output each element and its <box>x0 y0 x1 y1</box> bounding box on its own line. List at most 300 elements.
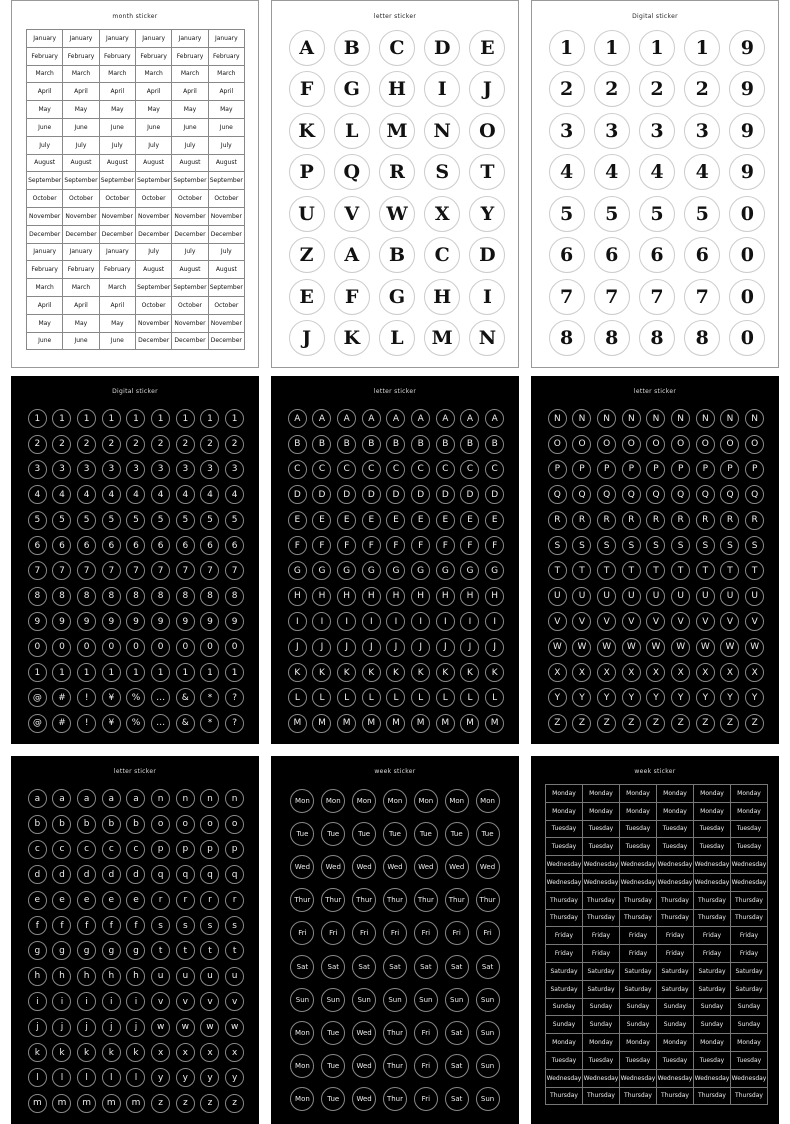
sticker-circle: M <box>485 714 504 733</box>
sticker-circle: 6 <box>549 237 585 273</box>
sticker-circle: Mon <box>383 789 407 813</box>
sticker-circle: J <box>411 638 430 657</box>
sticker-circle: a <box>52 789 71 808</box>
sticker-circle: Z <box>572 714 591 733</box>
table-cell: October <box>63 190 99 208</box>
table-cell: Sunday <box>620 999 657 1017</box>
sticker-circle: B <box>337 435 356 454</box>
table-cell: November <box>209 208 245 226</box>
sticker-circle: 5 <box>126 511 145 530</box>
table-cell: Wednesday <box>657 1070 694 1088</box>
sticker-circle: B <box>312 435 331 454</box>
sticker-circle: @ <box>28 688 47 707</box>
sticker-circle: U <box>646 587 665 606</box>
sticker-circle: 0 <box>176 638 195 657</box>
sticker-circle: z <box>200 1094 219 1113</box>
table-cell: November <box>172 315 208 333</box>
sticker-circle: 8 <box>639 320 675 356</box>
sticker-circle: 4 <box>549 154 585 190</box>
sticker-circle: I <box>424 71 460 107</box>
sticker-circle: R <box>745 511 764 530</box>
sticker-circle: x <box>200 1043 219 1062</box>
sticker-circle: I <box>386 612 405 631</box>
sticker-circle: Wed <box>290 855 314 879</box>
sticker-circle: l <box>52 1068 71 1087</box>
sticker-circle: 1 <box>126 663 145 682</box>
sticker-circle: % <box>126 714 145 733</box>
table-cell: March <box>27 66 63 84</box>
sticker-circle: k <box>52 1043 71 1062</box>
table-cell: Thursday <box>546 1088 583 1106</box>
sticker-circle: M <box>288 714 307 733</box>
sticker-circle: I <box>469 279 505 315</box>
sticker-circle: j <box>126 1018 145 1037</box>
table-cell: Thursday <box>620 892 657 910</box>
sticker-circle: 6 <box>639 237 675 273</box>
letter-sticker-sheet-n-z <box>531 376 779 744</box>
sticker-circle: J <box>312 638 331 657</box>
sticker-circle: u <box>225 967 244 986</box>
sticker-circle: Sat <box>352 955 376 979</box>
table-cell: Monday <box>583 803 620 821</box>
table-cell: Saturday <box>583 981 620 999</box>
sticker-circle: Mon <box>445 789 469 813</box>
sticker-circle: 1 <box>151 663 170 682</box>
sticker-grid <box>285 406 507 736</box>
sticker-circle: N <box>646 409 665 428</box>
sticker-circle: Z <box>671 714 690 733</box>
sticker-circle: V <box>646 612 665 631</box>
sticker-table <box>26 29 245 350</box>
table-cell: Thursday <box>731 892 768 910</box>
sticker-circle: 8 <box>200 587 219 606</box>
sticker-circle: W <box>646 638 665 657</box>
sticker-circle: ! <box>77 688 96 707</box>
table-cell: February <box>27 261 63 279</box>
table-cell: Tuesday <box>731 821 768 839</box>
sticker-circle: O <box>548 435 567 454</box>
sticker-circle: A <box>436 409 455 428</box>
sticker-circle: d <box>126 865 145 884</box>
sticker-circle: P <box>572 460 591 479</box>
sticker-circle: * <box>200 688 219 707</box>
sticker-circle: E <box>436 511 455 530</box>
sticker-circle: 0 <box>729 320 765 356</box>
table-cell: Monday <box>657 785 694 803</box>
sticker-circle: Q <box>745 485 764 504</box>
sticker-circle: e <box>52 891 71 910</box>
sticker-circle: f <box>126 916 145 935</box>
month-sticker-sheet <box>11 0 259 368</box>
table-cell: Sunday <box>657 999 694 1017</box>
table-cell: Wednesday <box>620 874 657 892</box>
sticker-circle: r <box>200 891 219 910</box>
sticker-circle: I <box>411 612 430 631</box>
sticker-circle: M <box>337 714 356 733</box>
sticker-circle: u <box>200 967 219 986</box>
table-cell: Monday <box>657 1034 694 1052</box>
table-cell: May <box>63 101 99 119</box>
sticker-circle: E <box>312 511 331 530</box>
sticker-circle: G <box>485 561 504 580</box>
table-cell: October <box>172 297 208 315</box>
sheet-title: letter sticker <box>373 388 417 395</box>
sticker-grid <box>287 784 503 1116</box>
sticker-circle: E <box>337 511 356 530</box>
sticker-circle: 5 <box>102 511 121 530</box>
sticker-circle: Sun <box>445 988 469 1012</box>
table-cell: December <box>136 226 172 244</box>
sticker-circle: t <box>176 941 195 960</box>
sticker-circle: Wed <box>383 855 407 879</box>
sticker-circle: Thur <box>476 888 500 912</box>
table-cell: Friday <box>583 927 620 945</box>
sticker-circle: K <box>386 663 405 682</box>
sticker-circle: Sat <box>445 1087 469 1111</box>
sticker-circle: n <box>176 789 195 808</box>
sticker-circle: 5 <box>77 511 96 530</box>
sticker-circle: 4 <box>594 154 630 190</box>
sticker-circle: M <box>424 320 460 356</box>
table-cell: January <box>63 244 99 262</box>
table-cell: Friday <box>546 945 583 963</box>
sticker-circle: 2 <box>639 71 675 107</box>
sticker-circle: G <box>312 561 331 580</box>
sticker-circle: X <box>720 663 739 682</box>
sticker-circle: Wed <box>352 855 376 879</box>
table-cell: Thursday <box>694 910 731 928</box>
table-cell: Wednesday <box>546 874 583 892</box>
table-cell: Tuesday <box>657 838 694 856</box>
sticker-circle: # <box>52 714 71 733</box>
table-cell: January <box>136 30 172 48</box>
sticker-circle: 7 <box>52 561 71 580</box>
sticker-circle: X <box>646 663 665 682</box>
sticker-circle: o <box>200 815 219 834</box>
table-cell: September <box>63 172 99 190</box>
sticker-circle: Y <box>720 688 739 707</box>
sticker-circle: N <box>597 409 616 428</box>
sticker-circle: L <box>436 688 455 707</box>
sticker-circle: M <box>460 714 479 733</box>
table-cell: February <box>63 48 99 66</box>
sticker-circle: D <box>485 485 504 504</box>
sticker-circle: U <box>289 196 325 232</box>
sticker-circle: J <box>436 638 455 657</box>
sticker-circle: 3 <box>52 460 71 479</box>
table-cell: Friday <box>620 945 657 963</box>
letter-sticker-sheet <box>271 0 519 368</box>
sticker-grid <box>284 27 510 359</box>
sticker-circle: Wed <box>321 855 345 879</box>
sticker-circle: f <box>102 916 121 935</box>
sticker-circle: o <box>225 815 244 834</box>
sticker-circle: K <box>288 663 307 682</box>
sticker-circle: G <box>334 71 370 107</box>
table-cell: Sunday <box>731 1016 768 1034</box>
sticker-circle: Fri <box>414 1021 438 1045</box>
sticker-circle: r <box>151 891 170 910</box>
digital-sticker-sheet-black <box>11 376 259 744</box>
sheet-title: week sticker <box>374 768 416 775</box>
sticker-circle: C <box>337 460 356 479</box>
sticker-circle: 1 <box>102 663 121 682</box>
sticker-circle: v <box>200 992 219 1011</box>
sticker-grid <box>544 27 770 359</box>
sticker-circle: D <box>460 485 479 504</box>
sticker-circle: S <box>671 536 690 555</box>
sticker-circle: P <box>671 460 690 479</box>
table-cell: May <box>63 315 99 333</box>
sticker-circle: 4 <box>176 485 195 504</box>
table-cell: Friday <box>583 945 620 963</box>
sticker-circle: R <box>597 511 616 530</box>
sticker-circle: 2 <box>151 435 170 454</box>
sticker-circle: G <box>411 561 430 580</box>
table-cell: Tuesday <box>657 1052 694 1070</box>
sticker-circle: Thur <box>321 888 345 912</box>
table-cell: August <box>136 155 172 173</box>
sticker-circle: C <box>379 30 415 66</box>
sticker-circle: 4 <box>126 485 145 504</box>
sticker-circle: 7 <box>28 561 47 580</box>
sticker-circle: … <box>151 688 170 707</box>
sticker-circle: T <box>720 561 739 580</box>
sticker-circle: 1 <box>28 409 47 428</box>
sticker-circle: 4 <box>639 154 675 190</box>
table-cell: Friday <box>694 945 731 963</box>
table-cell: August <box>172 155 208 173</box>
sticker-circle: C <box>485 460 504 479</box>
sticker-circle: s <box>225 916 244 935</box>
table-cell: October <box>136 297 172 315</box>
table-cell: November <box>100 208 136 226</box>
table-cell: September <box>27 172 63 190</box>
table-cell: Wednesday <box>546 1070 583 1088</box>
sticker-circle: J <box>460 638 479 657</box>
sticker-circle: N <box>720 409 739 428</box>
sticker-circle: 8 <box>52 587 71 606</box>
table-cell: Monday <box>583 785 620 803</box>
sticker-circle: U <box>745 587 764 606</box>
sticker-circle: J <box>362 638 381 657</box>
table-cell: June <box>63 333 99 351</box>
table-cell: Monday <box>731 803 768 821</box>
sticker-circle: B <box>379 237 415 273</box>
sticker-circle: T <box>597 561 616 580</box>
sticker-circle: L <box>362 688 381 707</box>
table-cell: April <box>172 83 208 101</box>
table-cell: Monday <box>731 1034 768 1052</box>
sticker-circle: d <box>52 865 71 884</box>
sticker-circle: H <box>485 587 504 606</box>
table-cell: Saturday <box>657 963 694 981</box>
sticker-circle: S <box>597 536 616 555</box>
table-cell: July <box>136 244 172 262</box>
sticker-circle: 0 <box>225 638 244 657</box>
sticker-circle: L <box>379 320 415 356</box>
sticker-circle: Q <box>696 485 715 504</box>
table-cell: July <box>63 137 99 155</box>
sticker-circle: p <box>151 840 170 859</box>
sticker-circle: K <box>485 663 504 682</box>
sticker-circle: g <box>77 941 96 960</box>
sticker-circle: S <box>720 536 739 555</box>
sticker-circle: E <box>289 279 325 315</box>
sticker-circle: g <box>126 941 145 960</box>
table-cell: Saturday <box>620 963 657 981</box>
sticker-circle: ! <box>77 714 96 733</box>
sticker-circle: J <box>288 638 307 657</box>
sticker-circle: q <box>200 865 219 884</box>
sticker-circle: 8 <box>176 587 195 606</box>
sticker-circle: B <box>334 30 370 66</box>
sticker-circle: O <box>696 435 715 454</box>
table-cell: July <box>172 244 208 262</box>
sticker-circle: a <box>126 789 145 808</box>
sticker-circle: 1 <box>225 409 244 428</box>
sticker-circle: 5 <box>549 196 585 232</box>
sticker-circle: 8 <box>225 587 244 606</box>
table-cell: December <box>209 226 245 244</box>
sticker-circle: A <box>288 409 307 428</box>
table-cell: Wednesday <box>583 1070 620 1088</box>
sticker-circle: Tue <box>290 822 314 846</box>
sticker-circle: N <box>671 409 690 428</box>
sticker-circle: O <box>572 435 591 454</box>
table-cell: Friday <box>657 945 694 963</box>
sticker-circle: k <box>77 1043 96 1062</box>
sticker-circle: N <box>572 409 591 428</box>
sticker-circle: G <box>460 561 479 580</box>
sticker-circle: 3 <box>102 460 121 479</box>
sticker-circle: K <box>337 663 356 682</box>
sticker-circle: I <box>460 612 479 631</box>
sticker-circle: E <box>460 511 479 530</box>
sticker-circle: 0 <box>729 279 765 315</box>
sticker-circle: Mon <box>290 1021 314 1045</box>
sticker-circle: 5 <box>684 196 720 232</box>
table-cell: Wednesday <box>657 874 694 892</box>
sticker-circle: h <box>102 967 121 986</box>
sticker-circle: 3 <box>684 113 720 149</box>
sticker-circle: 4 <box>28 485 47 504</box>
table-cell: Saturday <box>731 963 768 981</box>
sticker-circle: 0 <box>151 638 170 657</box>
sticker-circle: Thur <box>445 888 469 912</box>
sticker-circle: Fri <box>290 921 314 945</box>
sticker-circle: # <box>52 688 71 707</box>
table-cell: February <box>136 48 172 66</box>
sticker-circle: 7 <box>77 561 96 580</box>
sticker-circle: 1 <box>225 663 244 682</box>
sticker-circle: C <box>436 460 455 479</box>
sticker-circle: L <box>485 688 504 707</box>
sticker-circle: X <box>671 663 690 682</box>
sticker-circle: A <box>289 30 325 66</box>
sticker-circle: V <box>597 612 616 631</box>
table-cell: August <box>209 261 245 279</box>
sticker-circle: a <box>28 789 47 808</box>
sticker-circle: w <box>225 1018 244 1037</box>
sticker-circle: z <box>225 1094 244 1113</box>
table-cell: Friday <box>731 945 768 963</box>
sticker-circle: 3 <box>151 460 170 479</box>
sticker-circle: Fri <box>383 921 407 945</box>
sticker-circle: Q <box>622 485 641 504</box>
sticker-circle: o <box>151 815 170 834</box>
table-cell: March <box>172 66 208 84</box>
sticker-circle: Wed <box>476 855 500 879</box>
sticker-circle: A <box>411 409 430 428</box>
sticker-circle: g <box>28 941 47 960</box>
sticker-circle: J <box>386 638 405 657</box>
sticker-circle: Tue <box>321 1021 345 1045</box>
sticker-circle: 2 <box>126 435 145 454</box>
table-cell: July <box>209 137 245 155</box>
table-cell: July <box>172 137 208 155</box>
sticker-grid <box>25 786 247 1116</box>
sticker-circle: Tue <box>414 822 438 846</box>
sticker-circle: Y <box>671 688 690 707</box>
sticker-circle: W <box>696 638 715 657</box>
sticker-circle: 0 <box>28 638 47 657</box>
sticker-circle: V <box>548 612 567 631</box>
table-cell: Tuesday <box>546 821 583 839</box>
sticker-circle: C <box>288 460 307 479</box>
sticker-circle: 1 <box>200 409 219 428</box>
sticker-circle: 5 <box>28 511 47 530</box>
sticker-circle: 4 <box>200 485 219 504</box>
table-cell: October <box>209 297 245 315</box>
table-cell: Wednesday <box>694 856 731 874</box>
sticker-circle: Thur <box>383 1087 407 1111</box>
table-cell: May <box>27 315 63 333</box>
sticker-circle: f <box>77 916 96 935</box>
sticker-circle: D <box>288 485 307 504</box>
sticker-circle: I <box>362 612 381 631</box>
table-cell: Tuesday <box>583 1052 620 1070</box>
table-cell: Sunday <box>620 1016 657 1034</box>
sticker-circle: F <box>288 536 307 555</box>
sticker-circle: D <box>424 30 460 66</box>
sticker-circle: 4 <box>225 485 244 504</box>
sticker-circle: Z <box>597 714 616 733</box>
sticker-circle: j <box>102 1018 121 1037</box>
sticker-circle: Sat <box>414 955 438 979</box>
table-cell: Tuesday <box>583 821 620 839</box>
sticker-circle: D <box>386 485 405 504</box>
table-cell: Monday <box>694 803 731 821</box>
sticker-circle: U <box>597 587 616 606</box>
sticker-circle: L <box>312 688 331 707</box>
table-cell: Thursday <box>620 1088 657 1106</box>
sticker-circle: S <box>622 536 641 555</box>
sticker-circle: Fri <box>414 1054 438 1078</box>
sticker-circle: 2 <box>176 435 195 454</box>
sticker-circle: R <box>622 511 641 530</box>
sticker-circle: Mon <box>352 789 376 813</box>
sticker-circle: Z <box>646 714 665 733</box>
sticker-circle: S <box>548 536 567 555</box>
sticker-circle: s <box>151 916 170 935</box>
sticker-circle: t <box>225 941 244 960</box>
sticker-circle: M <box>436 714 455 733</box>
sticker-circle: & <box>176 688 195 707</box>
sticker-circle: J <box>485 638 504 657</box>
sticker-circle: 1 <box>684 30 720 66</box>
sticker-circle: h <box>126 967 145 986</box>
